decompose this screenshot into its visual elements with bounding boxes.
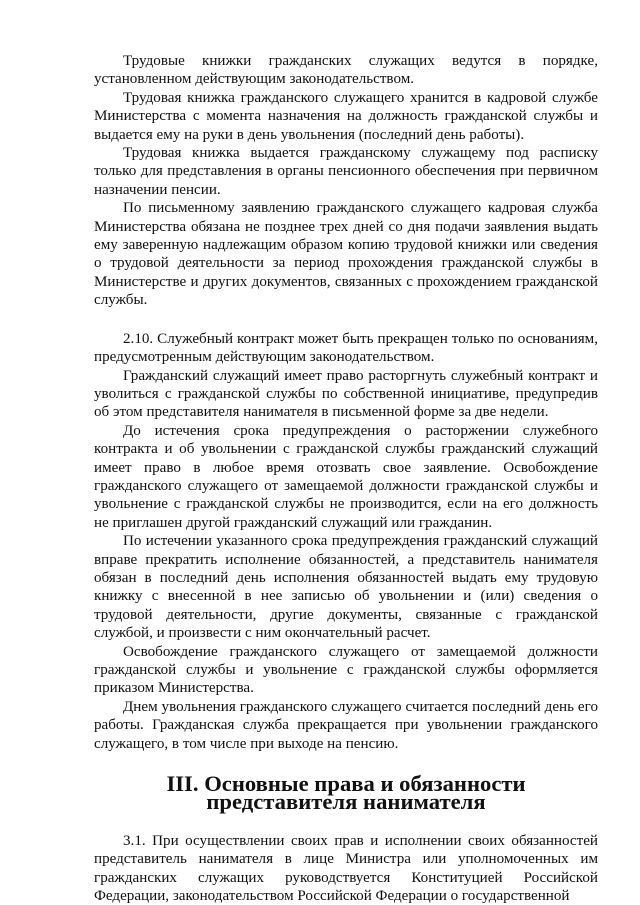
paragraph-withdraw-notice: До истечения срока предупреждения о расторжении служебного контракта и об увольнении с гражданской службы гражданский служащий имеет право в любое время отозвать свое заявление. Освобождение гражданского служащего от замещаемой должности гражданской службы и увольнение с гражданской службы не производится, если на его должность не приглашен другой гражданский служащий или гражданин.	[94, 422, 598, 531]
paragraph-work-book-storage: Трудовая книжка гражданского служащего хранится в кадровой службе Министерства с момента назначения на должность гражданской службы и выдается ему на руки в день увольнения (последний день работы).	[94, 89, 598, 143]
paragraph-after-notice-period: По истечении указанного срока предупреждения гражданский служащий вправе прекратить исполнение обязанностей, а представитель нанимателя обязан в последний день исполнения обязанностей выдать ему трудовую книжку с внесенной в нее записью об увольнении и (или) сведения о трудовой деятельности, другие документы, связанные с гражданской службой, и произвести с ним окончательный расчет.	[94, 533, 598, 642]
employer-rights-section	[94, 832, 598, 905]
paragraph-resignation-right: Гражданский служащий имеет право расторгнуть служебный контракт и уволиться с гражданской службы по собственной инициативе, предупредив об этом представителя нанимателя в письменной форме за две недели.	[94, 367, 598, 421]
paragraph-dismissal-order: Освобождение гражданского служащего от замещаемой должности гражданской службы и увольнение с гражданской службы оформляется приказом Министерства.	[94, 643, 598, 697]
records-section	[94, 52, 598, 310]
paragraph-work-book-pension: Трудовая книжка выдается гражданскому служащему под расписку только для представления в органы пенсионного обеспечения при первичном назначении пенсии.	[94, 145, 598, 198]
paragraph-work-books-maintained: Трудовые книжки гражданских служащих ведутся в порядке, установленном действующим законодательством.	[94, 53, 598, 88]
paragraph-2-10: 2.10. Служебный контракт может быть прекращен только по основаниям, предусмотренным действующим законодательством.	[94, 330, 598, 366]
paragraph-dismissal-day: Днем увольнения гражданского служащего считается последний день его работы. Гражданская служба прекращается при увольнении гражданского служащего, в том числе при выходе на пенсию.	[94, 698, 598, 752]
contract-termination-section	[94, 330, 598, 753]
paragraph-work-book-copy: По письменному заявлению гражданского служащего кадровая служба Министерства обязана не позднее трех дней со дня подачи заявления выдать ему заверенную надлежащим образом копию трудовой книжки или сведения о трудовой деятельности за период прохождения гражданской службы в Министерстве и других документов, связанных с прохождением гражданской службы.	[94, 200, 598, 309]
section-heading: III. Основные права и обязанности представителя нанимателя	[166, 771, 526, 815]
paragraph-3-1: 3.1. При осуществлении своих прав и исполнении своих обязанностей представитель нанимателя в лице Министра или уполномоченных им гражданских служащих руководствуется Конституцией Российской Федерации, законодательством Российской Федерации о государственной	[94, 832, 598, 905]
